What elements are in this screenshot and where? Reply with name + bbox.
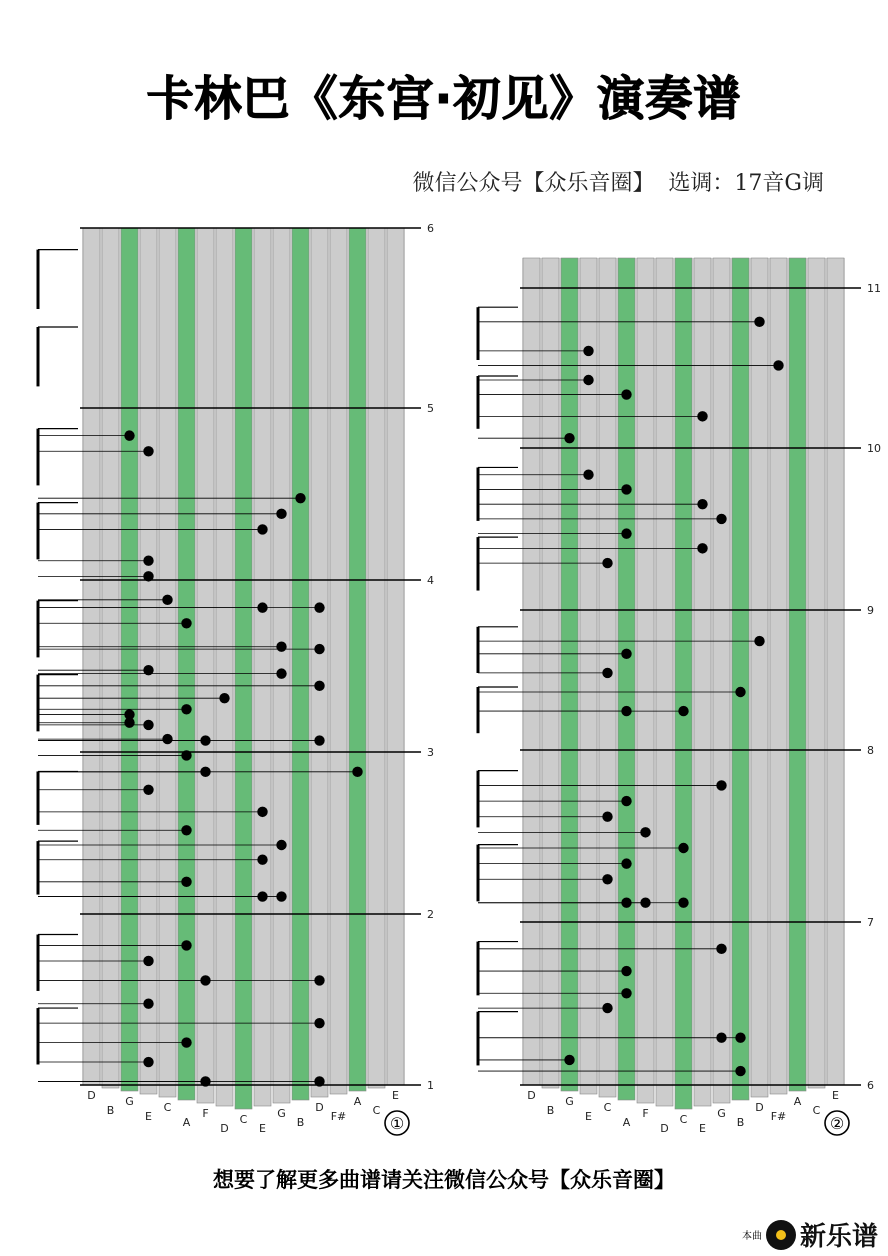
brand-name: 新乐谱 — [799, 1222, 878, 1252]
note-dot — [621, 858, 631, 868]
tine-label: B — [736, 1116, 745, 1129]
tine-label: F — [202, 1107, 209, 1120]
note-dot — [181, 1037, 191, 1047]
tine — [102, 228, 119, 1088]
note-dot — [124, 430, 134, 440]
tine — [349, 228, 366, 1091]
note-dot — [143, 665, 153, 675]
tine-label: G — [565, 1095, 574, 1108]
tine-label: E — [832, 1089, 839, 1102]
tine — [254, 228, 271, 1106]
note-dot — [754, 636, 764, 646]
tine — [656, 258, 673, 1106]
tine-label: D — [527, 1089, 536, 1102]
tine — [121, 228, 138, 1091]
tine — [387, 228, 404, 1085]
note-dot — [314, 1076, 324, 1086]
tine-label: D — [660, 1122, 669, 1135]
tine-label: D — [87, 1089, 96, 1102]
page-number: ① — [389, 1114, 405, 1133]
measure-number: 7 — [867, 916, 874, 929]
tine-label: E — [699, 1122, 706, 1135]
note-dot — [181, 750, 191, 760]
tine-label: A — [793, 1095, 802, 1108]
tine — [561, 258, 578, 1091]
note-dot — [773, 360, 783, 370]
tine — [83, 228, 100, 1085]
tablature-panel-1 — [30, 220, 434, 1150]
note-dot — [181, 704, 191, 714]
note-dot — [257, 807, 267, 817]
note-dot — [219, 693, 229, 703]
note-dot — [602, 812, 612, 822]
note-dot — [143, 720, 153, 730]
note-dot — [143, 446, 153, 456]
tine-label: F# — [770, 1110, 787, 1123]
tine-label: E — [145, 1110, 152, 1123]
measure-number: 11 — [867, 282, 881, 295]
tine-label: E — [392, 1089, 399, 1102]
note-dot — [754, 317, 764, 327]
note-dot — [602, 558, 612, 568]
tine — [808, 258, 825, 1088]
tine-label: A — [622, 1116, 631, 1129]
note-dot — [735, 1033, 745, 1043]
note-dot — [621, 649, 631, 659]
note-dot — [735, 687, 745, 697]
tine-label: G — [717, 1107, 726, 1120]
tine-label: A — [353, 1095, 362, 1108]
note-dot — [314, 681, 324, 691]
tine — [713, 258, 730, 1103]
tine — [523, 258, 540, 1085]
note-dot — [314, 602, 324, 612]
page-number: ② — [829, 1114, 845, 1133]
note-dot — [276, 642, 286, 652]
tine-label: F — [642, 1107, 649, 1120]
tine — [637, 258, 654, 1103]
note-dot — [678, 898, 688, 908]
note-dot — [314, 1018, 324, 1028]
note-dot — [621, 796, 631, 806]
note-dot — [276, 840, 286, 850]
note-dot — [602, 668, 612, 678]
note-dot — [621, 484, 631, 494]
tine-label: C — [603, 1101, 612, 1114]
measure-number: 10 — [867, 442, 881, 455]
note-dot — [276, 509, 286, 519]
tine-label: F# — [330, 1110, 347, 1123]
page-title: 卡林巴《东宫·初见》演奏谱 — [146, 72, 742, 127]
tine — [675, 258, 692, 1109]
measure-number: 1 — [427, 1079, 434, 1092]
tine-label: B — [106, 1104, 115, 1117]
note-dot — [697, 499, 707, 509]
measure-number: 4 — [427, 574, 434, 587]
record-disc-icon — [766, 1220, 796, 1250]
tine — [732, 258, 749, 1100]
note-dot — [678, 706, 688, 716]
tine — [159, 228, 176, 1097]
tine-label: G — [125, 1095, 134, 1108]
tine — [311, 228, 328, 1097]
measure-number: 2 — [427, 908, 434, 921]
tine — [292, 228, 309, 1100]
note-dot — [295, 493, 305, 503]
note-dot — [564, 433, 574, 443]
tine — [770, 258, 787, 1094]
tine-label: B — [546, 1104, 555, 1117]
note-dot — [583, 470, 593, 480]
measure-number: 8 — [867, 744, 874, 757]
note-dot — [257, 855, 267, 865]
note-dot — [602, 874, 612, 884]
note-dot — [314, 975, 324, 985]
note-dot — [162, 595, 172, 605]
tine — [789, 258, 806, 1091]
tine — [751, 258, 768, 1097]
tine-label: C — [239, 1113, 248, 1126]
tine-label: E — [259, 1122, 266, 1135]
tine — [178, 228, 195, 1100]
measure-number: 5 — [427, 402, 434, 415]
note-dot — [124, 718, 134, 728]
note-dot — [602, 1003, 612, 1013]
tine-label: C — [372, 1104, 381, 1117]
note-dot — [621, 528, 631, 538]
note-dot — [716, 944, 726, 954]
tine-label: G — [277, 1107, 286, 1120]
brand-logo — [742, 1216, 878, 1253]
subtitle: 微信公众号【众乐音圈】 选调：17音G调 — [412, 171, 824, 196]
tine — [216, 228, 233, 1106]
note-dot — [678, 843, 688, 853]
note-dot — [314, 735, 324, 745]
note-dot — [314, 644, 324, 654]
note-dot — [583, 375, 593, 385]
note-dot — [697, 411, 707, 421]
note-dot — [162, 734, 172, 744]
note-dot — [735, 1066, 745, 1076]
tine — [235, 228, 252, 1109]
note-dot — [640, 827, 650, 837]
note-dot — [181, 618, 191, 628]
tine — [273, 228, 290, 1103]
note-dot — [143, 999, 153, 1009]
tine-label: C — [163, 1101, 172, 1114]
tine — [330, 228, 347, 1094]
tine — [368, 228, 385, 1088]
tine-label: C — [812, 1104, 821, 1117]
measure-number: 6 — [427, 222, 434, 235]
measure-number: 9 — [867, 604, 874, 617]
note-dot — [621, 966, 631, 976]
note-dot — [621, 988, 631, 998]
tine — [827, 258, 844, 1085]
tine-label: E — [585, 1110, 592, 1123]
tine — [694, 258, 711, 1106]
note-dot — [621, 389, 631, 399]
tine-label: D — [315, 1101, 324, 1114]
measure-number: 6 — [867, 1079, 874, 1092]
note-dot — [181, 877, 191, 887]
tine-label: C — [679, 1113, 688, 1126]
note-dot — [716, 780, 726, 790]
brand-small-label: 本曲 — [741, 1231, 762, 1242]
measure-number: 3 — [427, 746, 434, 759]
tine-label: D — [755, 1101, 764, 1114]
note-dot — [276, 668, 286, 678]
note-dot — [564, 1055, 574, 1065]
tine-label: B — [296, 1116, 305, 1129]
tine — [197, 228, 214, 1103]
note-dot — [143, 571, 153, 581]
tine-label: D — [220, 1122, 229, 1135]
note-dot — [716, 514, 726, 524]
note-dot — [143, 1057, 153, 1067]
tablature-panel-2 — [470, 250, 881, 1150]
footer-text: 想要了解更多曲谱请关注微信公众号【众乐音圈】 — [213, 1168, 675, 1192]
note-dot — [143, 556, 153, 566]
note-dot — [697, 543, 707, 553]
tine-label: A — [182, 1116, 191, 1129]
note-dot — [181, 940, 191, 950]
note-dot — [583, 346, 593, 356]
note-dot — [352, 767, 362, 777]
note-dot — [143, 956, 153, 966]
note-dot — [257, 524, 267, 534]
note-dot — [276, 891, 286, 901]
note-dot — [181, 825, 191, 835]
note-dot — [143, 785, 153, 795]
